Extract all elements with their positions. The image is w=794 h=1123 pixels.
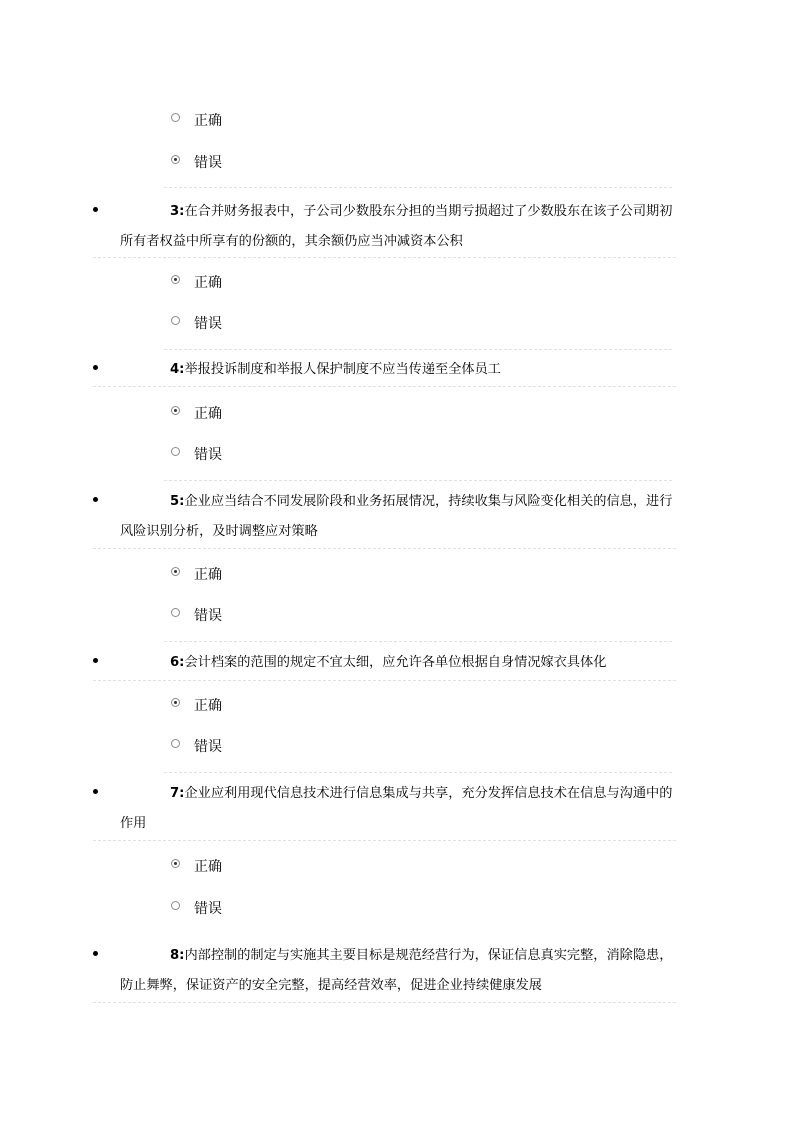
q3-option-wrong[interactable] (171, 313, 222, 335)
question-number: 6: (170, 655, 185, 670)
question-text (93, 487, 683, 547)
divider (93, 1002, 676, 1003)
question-text (93, 779, 683, 839)
option-label: 错误 (194, 739, 222, 755)
q7-radio-correct[interactable] (171, 859, 180, 868)
option-label: 错误 (194, 447, 222, 463)
q4-option-correct[interactable] (171, 403, 222, 425)
question-text (93, 355, 683, 385)
divider (164, 641, 672, 642)
question-number: 3: (170, 204, 185, 219)
option-label: 错误 (194, 608, 222, 624)
question-text (93, 941, 683, 1001)
q6-option-correct[interactable] (171, 695, 222, 717)
bullet (93, 658, 98, 663)
question-text (93, 197, 683, 257)
q2-radio-correct[interactable] (171, 113, 180, 122)
option-label: 正确 (194, 698, 222, 714)
bullet (93, 951, 98, 956)
bullet (93, 365, 98, 370)
q7-option-correct[interactable] (171, 856, 222, 878)
option-label: 正确 (194, 859, 222, 875)
divider (164, 480, 672, 481)
question-body: 在合并财务报表中，子公司少数股东分担的当期亏损超过了少数股东在该子公司期初所有者权益中所享有的份额的，其余额仍应当冲减资本公积 (120, 204, 673, 249)
q4-radio-wrong[interactable] (171, 447, 180, 456)
divider (164, 772, 672, 773)
q2-option-wrong[interactable] (171, 152, 222, 174)
question-number: 4: (170, 362, 185, 377)
question-body: 举报投诉制度和举报人保护制度不应当传递至全体员工 (184, 362, 501, 377)
question-text (93, 648, 683, 678)
divider (93, 548, 676, 549)
question-number: 7: (170, 786, 185, 801)
q2-radio-wrong[interactable] (171, 155, 180, 164)
q3-option-correct[interactable] (171, 272, 222, 294)
option-label: 正确 (194, 406, 222, 422)
divider (93, 257, 676, 258)
q5-option-correct[interactable] (171, 564, 222, 586)
option-label: 错误 (194, 901, 222, 917)
divider (93, 386, 676, 387)
bullet (93, 497, 98, 502)
q7-radio-wrong[interactable] (171, 901, 180, 910)
option-label: 正确 (194, 113, 222, 129)
q3-radio-wrong[interactable] (171, 316, 180, 325)
q6-radio-wrong[interactable] (171, 739, 180, 748)
divider (164, 187, 672, 188)
q3-radio-correct[interactable] (171, 275, 180, 284)
q4-radio-correct[interactable] (171, 406, 180, 415)
question-body: 企业应利用现代信息技术进行信息集成与共享，充分发挥信息技术在信息与沟通中的作用 (120, 786, 673, 831)
question-7 (93, 779, 683, 839)
question-body: 会计档案的范围的规定不宜太细，应允许各单位根据自身情况嫁衣具体化 (184, 655, 607, 670)
divider (164, 349, 672, 350)
question-number: 8: (170, 948, 185, 963)
option-label: 正确 (194, 567, 222, 583)
q5-radio-wrong[interactable] (171, 608, 180, 617)
option-label: 错误 (194, 155, 222, 171)
question-body: 企业应当结合不同发展阶段和业务拓展情况，持续收集与风险变化相关的信息，进行风险识别分析，及时调整应对策略 (120, 494, 673, 539)
bullet (93, 789, 98, 794)
bullet (93, 207, 98, 212)
q5-radio-correct[interactable] (171, 567, 180, 576)
option-label: 错误 (194, 316, 222, 332)
question-body: 内部控制的制定与实施其主要目标是规范经营行为，保证信息真实完整，消除隐患，防止舞弊，保证资产的安全完整，提高经营效率，促进企业持续健康发展 (120, 948, 673, 993)
option-label: 正确 (194, 275, 222, 291)
q6-radio-correct[interactable] (171, 698, 180, 707)
question-4 (93, 355, 683, 385)
divider (93, 840, 676, 841)
q2-option-correct[interactable] (171, 110, 222, 132)
divider (93, 680, 676, 681)
q7-option-wrong[interactable] (171, 898, 222, 920)
q4-option-wrong[interactable] (171, 444, 222, 466)
question-5 (93, 487, 683, 547)
question-number: 5: (170, 494, 185, 509)
question-3 (93, 197, 683, 257)
question-6 (93, 648, 683, 678)
q5-option-wrong[interactable] (171, 605, 222, 627)
question-8 (93, 941, 683, 1001)
q6-option-wrong[interactable] (171, 736, 222, 758)
